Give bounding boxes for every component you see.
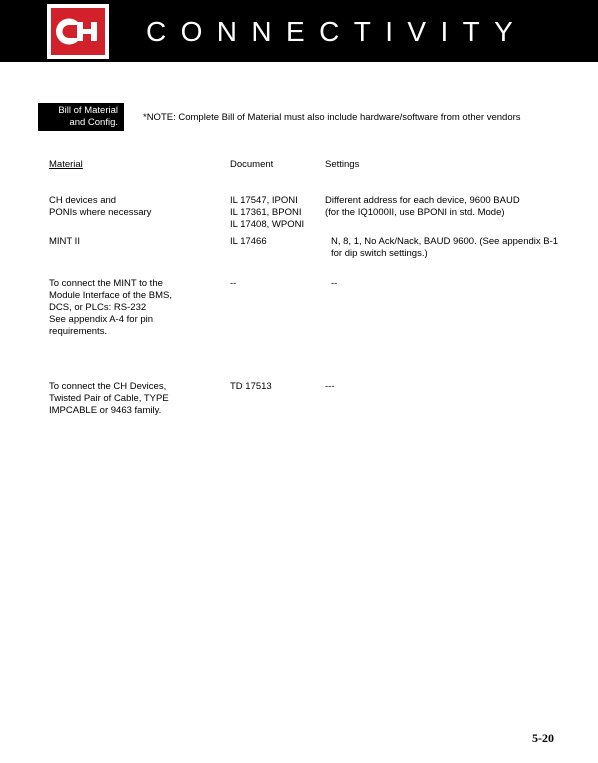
- ch-logo: [47, 4, 109, 59]
- table-row-material: [49, 381, 169, 417]
- table-row-material: [49, 236, 80, 248]
- header-banner: [0, 0, 598, 62]
- cell-line: IL 17466: [230, 236, 267, 247]
- page-title: CONNECTIVITY: [146, 16, 528, 47]
- table-row-settings: [331, 278, 337, 290]
- table-row-document: [230, 278, 236, 290]
- table-row-settings: [331, 236, 558, 260]
- table-row-document: [230, 236, 267, 248]
- table-row-material: [49, 195, 151, 219]
- cell-line: (for the IQ1000II, use BPONI in std. Mode): [325, 207, 505, 218]
- cell-line: ---: [325, 381, 335, 392]
- table-row-material: [49, 278, 172, 338]
- column-header-settings: Settings: [325, 159, 360, 170]
- page-number: 5-20: [532, 731, 554, 745]
- cell-line: IL 17408, WPONI: [230, 219, 305, 230]
- cell-line: MINT II: [49, 236, 80, 247]
- cell-line: for dip switch settings.): [331, 248, 428, 259]
- cell-line: Module Interface of the BMS,: [49, 290, 173, 301]
- table-row-settings: [325, 195, 520, 219]
- cell-line: --: [230, 278, 237, 289]
- section-label-line: and Config.: [69, 117, 118, 128]
- section-label-line: Bill of Material: [58, 105, 118, 116]
- cell-line: Twisted Pair of Cable, TYPE: [49, 393, 169, 404]
- table-row-document: [230, 195, 304, 231]
- table-row-document: [230, 381, 272, 393]
- cell-line: IMPCABLE or 9463 family.: [49, 405, 162, 416]
- cell-line: requirements.: [49, 326, 108, 337]
- note-text: *NOTE: Complete Bill of Material must also include hardware/software from other vendors: [143, 112, 521, 123]
- cell-line: IL 17547, IPONI: [230, 195, 298, 206]
- cell-line: TD 17513: [230, 381, 272, 392]
- table-row-settings: [325, 381, 335, 393]
- ch-logo-icon: [47, 4, 109, 59]
- cell-line: PONIs where necessary: [49, 207, 152, 218]
- cell-line: Different address for each device, 9600 BAUD: [325, 195, 520, 206]
- cell-line: To connect the MINT to the: [49, 278, 163, 289]
- cell-line: CH devices and: [49, 195, 117, 206]
- column-header-document: Document: [230, 159, 274, 170]
- cell-line: --: [331, 278, 338, 289]
- cell-line: See appendix A-4 for pin: [49, 314, 154, 325]
- cell-line: IL 17361, BPONI: [230, 207, 302, 218]
- column-header-material: Material: [49, 159, 83, 170]
- cell-line: N, 8, 1, No Ack/Nack, BAUD 9600. (See appendix B-1: [331, 236, 559, 247]
- cell-line: DCS, or PLCs: RS-232: [49, 302, 147, 313]
- cell-line: To connect the CH Devices,: [49, 381, 167, 392]
- section-label: [38, 103, 124, 131]
